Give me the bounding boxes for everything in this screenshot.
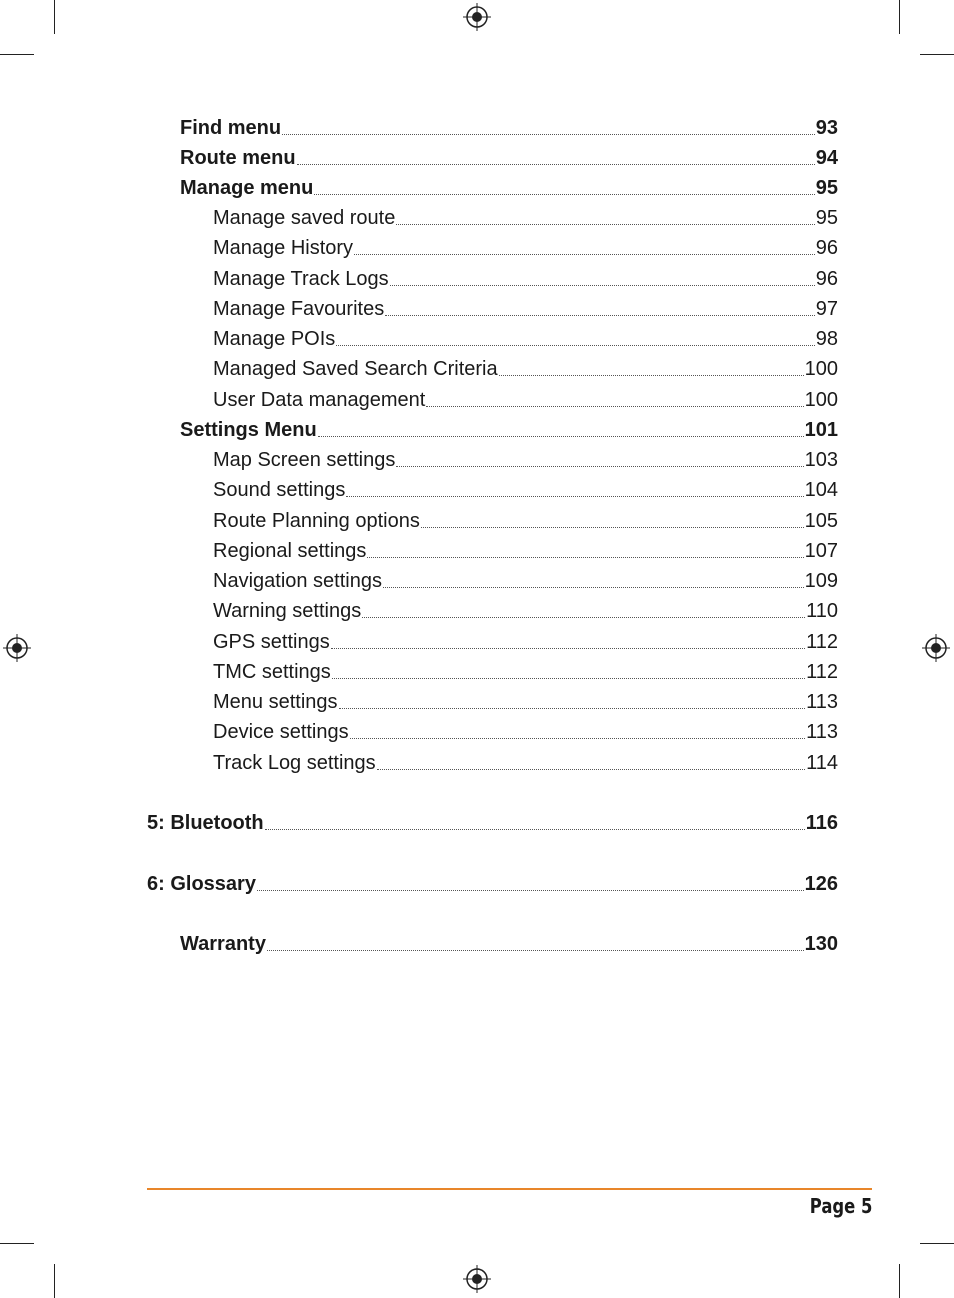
registration-mark-icon <box>462 1264 492 1294</box>
toc-entry-page: 112 <box>806 631 838 653</box>
toc-entry[interactable] <box>213 267 838 291</box>
toc-entry[interactable] <box>213 388 838 412</box>
toc-entry-page: 101 <box>804 419 838 441</box>
toc-entry-page: 100 <box>804 358 838 380</box>
toc-entry-page: 110 <box>806 600 838 622</box>
toc-entry-title: Manage saved route <box>213 207 396 229</box>
toc-entry[interactable] <box>213 206 838 230</box>
dot-leader <box>396 466 803 467</box>
toc-entry-title: 6: Glossary <box>147 873 256 895</box>
registration-mark-icon <box>2 633 32 663</box>
dot-leader <box>331 648 805 649</box>
toc-entry[interactable] <box>180 146 838 170</box>
toc-entry-page: 109 <box>804 570 838 592</box>
dot-leader <box>346 496 803 497</box>
toc-entry-page: 96 <box>815 237 838 259</box>
toc-entry[interactable] <box>213 509 838 533</box>
toc-entry-title: Track Log settings <box>213 752 376 774</box>
dot-leader <box>377 769 805 770</box>
toc-entry[interactable] <box>213 599 838 623</box>
toc-entry-title: Navigation settings <box>213 570 382 592</box>
toc-entry-title: Manage History <box>213 237 354 259</box>
dot-leader <box>421 527 804 528</box>
dot-leader <box>257 890 804 891</box>
toc-entry-page: 97 <box>815 298 838 320</box>
page-number: Page 5 <box>809 1194 872 1218</box>
toc-entry-page: 116 <box>805 812 838 834</box>
toc-entry[interactable] <box>147 872 838 896</box>
dot-leader <box>339 708 806 709</box>
dot-leader <box>396 224 814 225</box>
toc-entry[interactable] <box>213 357 838 381</box>
dot-leader <box>385 315 815 316</box>
toc-entry-page: 113 <box>806 721 838 743</box>
crop-mark <box>54 1264 55 1298</box>
toc-entry[interactable] <box>180 116 838 140</box>
toc-entry-page: 95 <box>815 177 838 199</box>
crop-mark <box>0 54 34 55</box>
toc-entry[interactable] <box>180 418 838 442</box>
toc-entry-title: GPS settings <box>213 631 330 653</box>
toc-entry-title: Settings Menu <box>180 419 317 441</box>
toc-entry-title: Manage POIs <box>213 328 336 350</box>
toc-entry-page: 107 <box>804 540 838 562</box>
toc-entry-page: 98 <box>815 328 838 350</box>
toc-entry-title: Warranty <box>180 933 266 955</box>
toc-entry[interactable] <box>213 448 838 472</box>
toc-entry-page: 130 <box>804 933 838 955</box>
toc-entry-page: 103 <box>804 449 838 471</box>
toc-entry-page: 126 <box>804 873 838 895</box>
dot-leader <box>265 829 805 830</box>
toc-entry[interactable] <box>213 690 838 714</box>
toc-entry-title: Regional settings <box>213 540 367 562</box>
toc-entry[interactable] <box>213 478 838 502</box>
toc-entry-title: User Data management <box>213 389 426 411</box>
dot-leader <box>267 950 804 951</box>
dot-leader <box>350 738 805 739</box>
toc-entry[interactable] <box>213 720 838 744</box>
toc-entry-page: 113 <box>806 691 838 713</box>
toc-entry-page: 100 <box>804 389 838 411</box>
toc-entry-title: Find menu <box>180 117 282 139</box>
toc-entry-title: Device settings <box>213 721 349 743</box>
toc-entry-page: 105 <box>804 510 838 532</box>
toc-entry[interactable] <box>213 630 838 654</box>
toc-entry-title: Managed Saved Search Criteria <box>213 358 498 380</box>
toc-entry[interactable] <box>213 539 838 563</box>
dot-leader <box>332 678 805 679</box>
toc-entry-page: 112 <box>806 661 838 683</box>
dot-leader <box>499 375 804 376</box>
toc-entry[interactable] <box>213 569 838 593</box>
toc-entry[interactable] <box>213 660 838 684</box>
crop-mark <box>0 1243 34 1244</box>
registration-mark-icon <box>921 633 951 663</box>
crop-mark <box>920 54 954 55</box>
dot-leader <box>367 557 803 558</box>
toc-entry[interactable] <box>213 751 838 775</box>
dot-leader <box>297 164 815 165</box>
crop-mark <box>54 0 55 34</box>
toc-entry-page: 96 <box>815 268 838 290</box>
toc-entry[interactable] <box>213 327 838 351</box>
toc-entry-title: Sound settings <box>213 479 346 501</box>
toc-entry[interactable] <box>213 236 838 260</box>
toc-entry-title: Warning settings <box>213 600 362 622</box>
toc-entry-page: 94 <box>815 147 838 169</box>
toc-entry-page: 95 <box>815 207 838 229</box>
toc-entry-title: Manage Favourites <box>213 298 385 320</box>
toc-entry-title: Map Screen settings <box>213 449 396 471</box>
toc-entry-title: Manage menu <box>180 177 314 199</box>
toc-entry[interactable] <box>147 811 838 835</box>
dot-leader <box>362 617 805 618</box>
dot-leader <box>314 194 814 195</box>
toc-entry[interactable] <box>180 932 838 956</box>
dot-leader <box>426 406 803 407</box>
footer-rule <box>147 1188 872 1190</box>
toc-entry-page: 104 <box>804 479 838 501</box>
toc-entry-title: 5: Bluetooth <box>147 812 264 834</box>
toc-entry-title: Route Planning options <box>213 510 420 532</box>
crop-mark <box>920 1243 954 1244</box>
dot-leader <box>383 587 804 588</box>
dot-leader <box>282 134 815 135</box>
dot-leader <box>318 436 804 437</box>
toc-entry-title: Route menu <box>180 147 296 169</box>
toc-entry-page: 114 <box>806 752 838 774</box>
crop-mark <box>899 1264 900 1298</box>
dot-leader <box>336 345 814 346</box>
toc-entry[interactable] <box>213 297 838 321</box>
toc-entry-title: Menu settings <box>213 691 338 713</box>
registration-mark-icon <box>462 2 492 32</box>
toc-entry-page: 93 <box>815 117 838 139</box>
dot-leader <box>354 254 815 255</box>
crop-mark <box>899 0 900 34</box>
toc-entry-title: Manage Track Logs <box>213 268 389 290</box>
toc-entry-title: TMC settings <box>213 661 331 683</box>
toc-entry[interactable] <box>180 176 838 200</box>
dot-leader <box>390 285 815 286</box>
